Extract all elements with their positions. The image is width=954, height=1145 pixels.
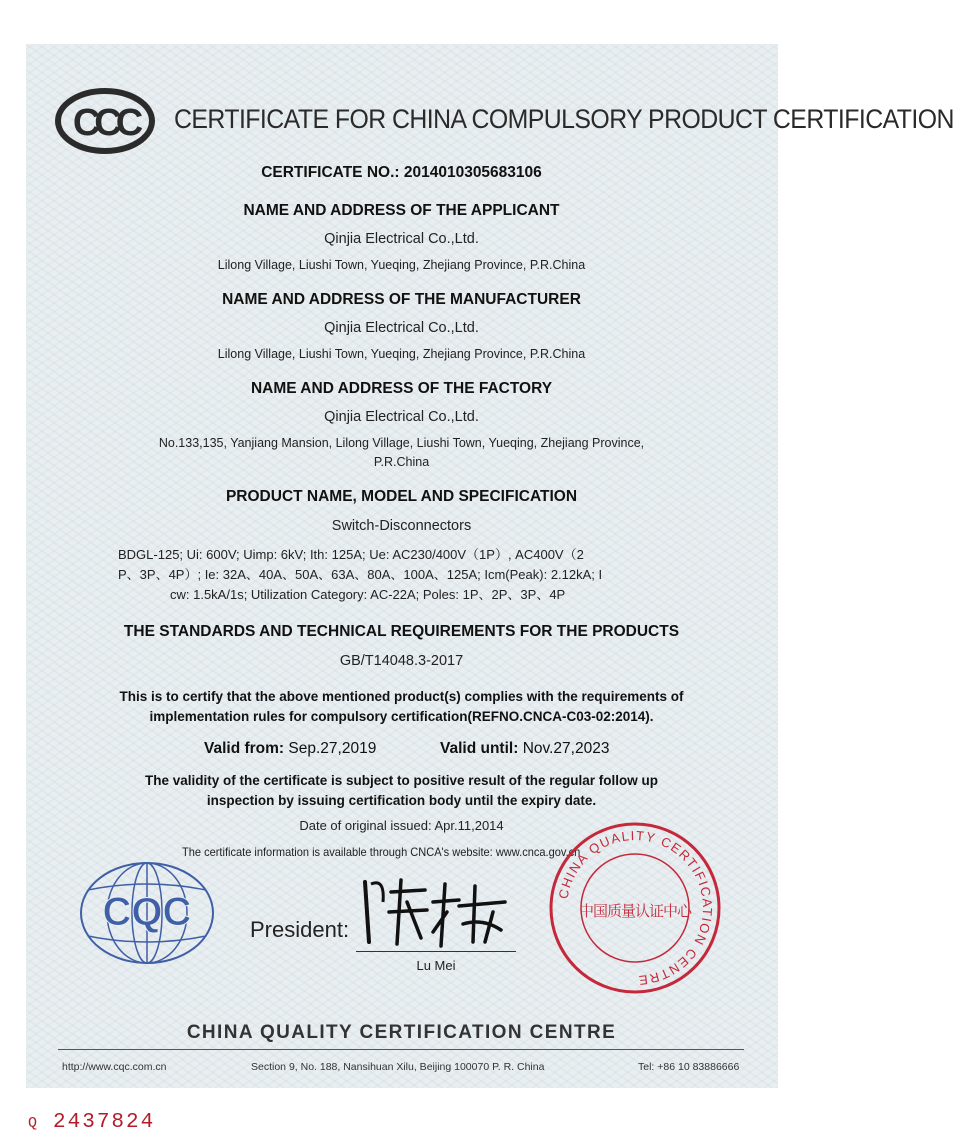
cqc-globe-logo-icon (76, 858, 218, 968)
validity-note-line-1: The validity of the certificate is subject to positive result of the regular follow up (144, 773, 659, 788)
website-note: The certificate information is available through CNCA's website: www.cnca.gov.cn (182, 845, 581, 859)
valid-until (440, 740, 609, 758)
president-label: President: (250, 917, 350, 942)
manufacturer-heading: NAME AND ADDRESS OF THE MANUFACTURER (222, 291, 581, 308)
valid-from (204, 740, 376, 758)
certify-line-2: implementation rules for compulsory certification(REFNO.CNCA-C03-02:2014). (149, 709, 654, 724)
footer-telephone: Tel: +86 10 83886666 (638, 1061, 740, 1073)
footer-organization: CHINA QUALITY CERTIFICATION CENTRE (186, 1022, 617, 1043)
standards-heading: THE STANDARDS AND TECHNICAL REQUIREMENTS FOR THE PRODUCTS (123, 623, 680, 640)
applicant-heading: NAME AND ADDRESS OF THE APPLICANT (243, 202, 560, 219)
valid-until-value: Nov.27,2023 (522, 740, 610, 757)
serial-number (28, 1111, 155, 1134)
applicant-name: Qinjia Electrical Co.,Ltd. (324, 231, 479, 247)
president-name: Lu Mei (416, 958, 456, 973)
ccc-logo-icon (54, 87, 156, 155)
product-specification (118, 545, 698, 605)
spec-line-3: cw: 1.5kA/1s; Utilization Category: AC-22A; Poles: 1P、2P、3P、4P (170, 587, 566, 602)
cqc-logo-text: CQC (102, 890, 192, 934)
valid-from-value: Sep.27,2019 (288, 740, 377, 757)
validity-note-line-2: inspection by issuing certification body until the expiry date. (206, 793, 597, 808)
manufacturer-address: Lilong Village, Liushi Town, Yueqing, Zhejiang Province, P.R.China (217, 347, 586, 361)
footer-address: Section 9, No. 188, Nansihuan Xilu, Beijing 100070 P. R. China (251, 1061, 545, 1073)
product-heading: PRODUCT NAME, MODEL AND SPECIFICATION (225, 488, 578, 505)
standards-value: GB/T14048.3-2017 (339, 653, 464, 669)
ccc-logo-text: CCC (72, 102, 138, 144)
certificate-title: CERTIFICATE FOR CHINA COMPULSORY PRODUCT CERTIFICATION (174, 104, 954, 134)
certify-line-1: This is to certify that the above mentioned product(s) complies with the requirements of (119, 689, 684, 704)
signature-line (356, 951, 516, 952)
serial-value: 2437824 (53, 1111, 156, 1134)
spec-line-1: BDGL-125; Ui: 600V; Uimp: 6kV; Ith: 125A; Ue: AC230/400V（1P）, AC400V（2 (118, 547, 584, 562)
factory-address-line1: No.133,135, Yanjiang Mansion, Lilong Village, Liushi Town, Yueqing, Zhejiang Province, (158, 436, 645, 450)
original-issue-date: Date of original issued: Apr.11,2014 (299, 818, 504, 833)
spec-line-2: P、3P、4P）; Ie: 32A、40A、50A、63A、80A、100A、125A; Icm(Peak): 2.12kA; I (118, 567, 603, 582)
manufacturer-name: Qinjia Electrical Co.,Ltd. (324, 320, 479, 336)
footer-url: http://www.cqc.com.cn (62, 1061, 167, 1073)
product-name: Switch-Disconnectors (331, 518, 472, 534)
president-signature (355, 872, 515, 952)
valid-until-label: Valid until: (440, 740, 519, 757)
valid-from-label: Valid from: (204, 740, 285, 757)
certificate-number: CERTIFICATE NO.: 2014010305683106 (261, 164, 542, 181)
seal-outer-text: CHINA QUALITY CERTIFICATION CENTRE (555, 827, 716, 989)
serial-prefix: Q (28, 1115, 40, 1132)
applicant-address: Lilong Village, Liushi Town, Yueqing, Zhejiang Province, P.R.China (217, 258, 586, 272)
seal-inner-text: 中国质量认证中心 (578, 902, 692, 920)
factory-heading: NAME AND ADDRESS OF THE FACTORY (250, 380, 553, 397)
factory-name: Qinjia Electrical Co.,Ltd. (324, 409, 479, 425)
certification-seal-icon (545, 818, 725, 998)
factory-address-line2: P.R.China (373, 455, 430, 469)
footer-divider (58, 1049, 744, 1050)
